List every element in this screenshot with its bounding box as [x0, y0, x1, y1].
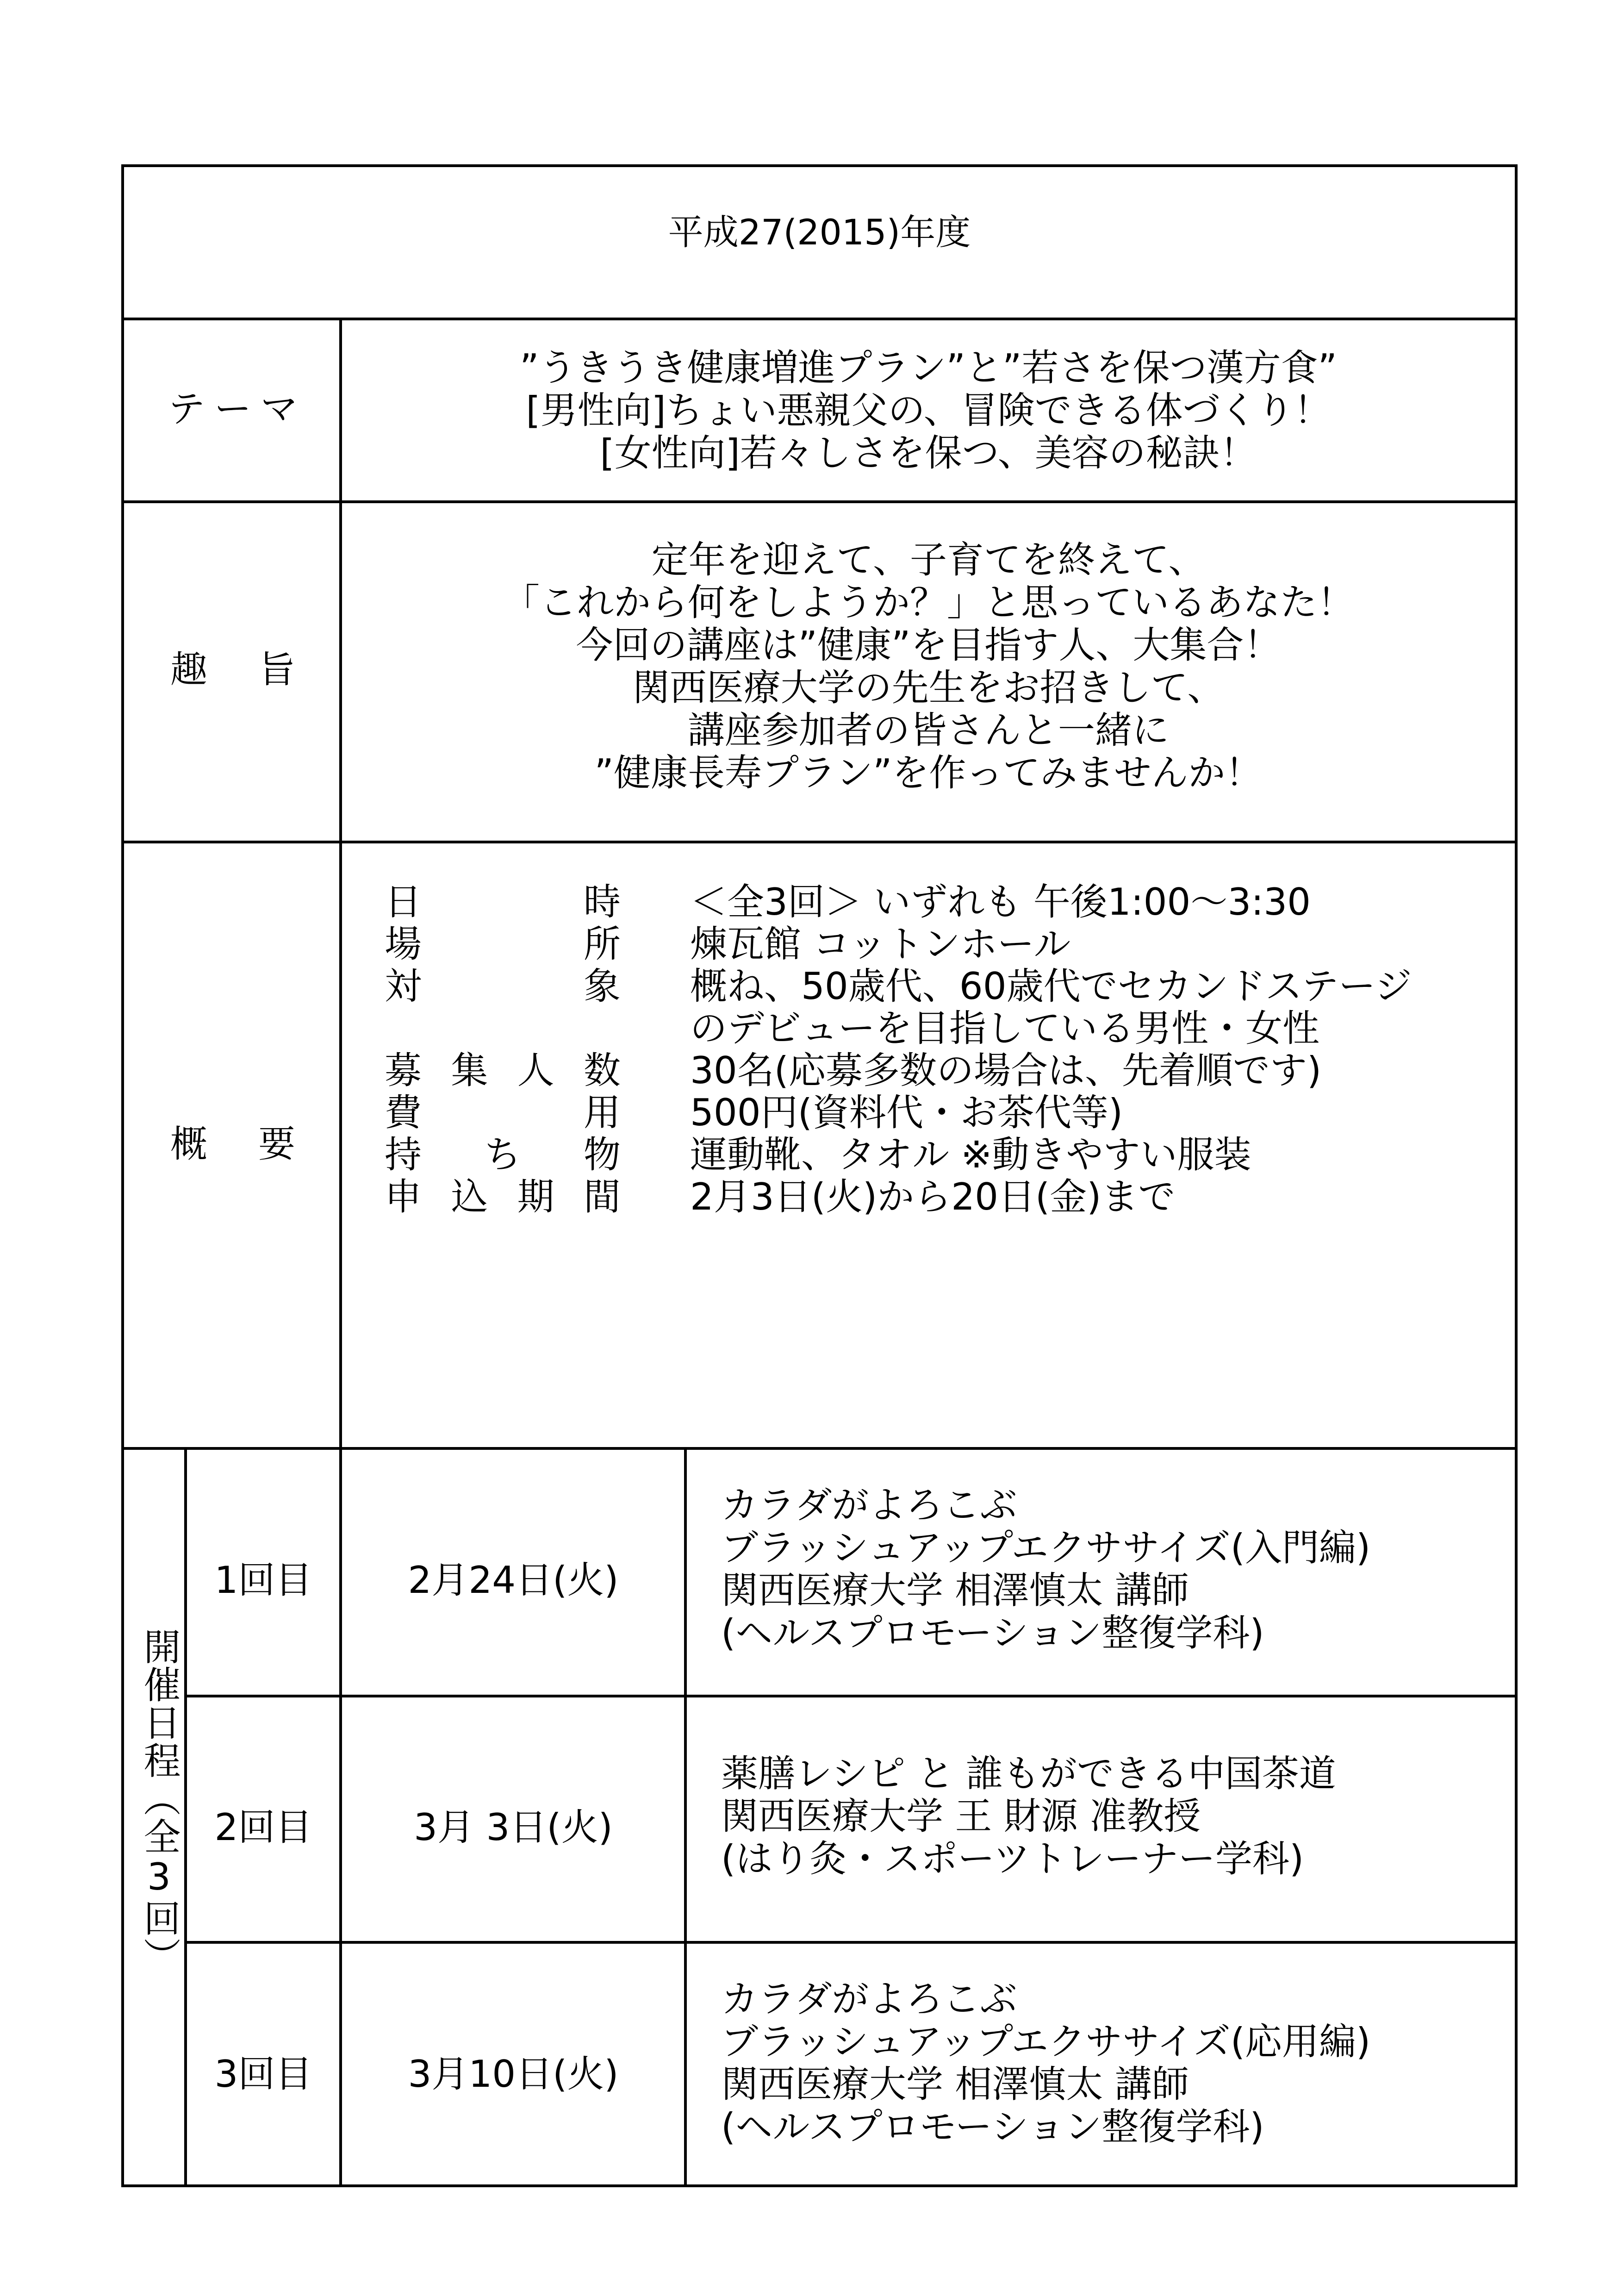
- purpose-label-text: 趣 旨: [170, 648, 295, 691]
- overview-row-capacity: [385, 1049, 1412, 1092]
- overview-row-value: ＜全3回＞ いずれも 午後1:00～3:30: [690, 880, 1311, 923]
- overview-label: [170, 1123, 295, 1166]
- purpose-line: ”健康長寿プラン”を作ってみませんか！: [594, 751, 1263, 794]
- session-line: (ヘルスプロモーション整復学科): [721, 2105, 1264, 2148]
- divider: [124, 1447, 1515, 1450]
- session-date: 3月10日(火): [408, 2053, 619, 2096]
- theme-line: [女性向]若々しさを保つ、美容の秘訣！: [600, 431, 1257, 474]
- session-line: ブラッシュアップエクササイズ(応用編): [721, 2020, 1371, 2063]
- overview-row-value: 概ね、50歳代、60歳代でセカンドステージ: [690, 965, 1412, 1008]
- overview-row-label: 費 用: [385, 1091, 621, 1134]
- overview-row-label: 場 所: [385, 923, 621, 966]
- divider: [124, 841, 1515, 843]
- overview-row-value: 運動靴、タオル ※動きやすい服装: [690, 1133, 1251, 1176]
- program-table: [121, 164, 1518, 2187]
- overview-row-value: 30名(応募多数の場合は、先着順です): [690, 1049, 1322, 1092]
- purpose-line: 今回の講座は”健康”を目指す人、大集合！: [576, 624, 1281, 667]
- session-line: (はり灸・スポーツトレーナー学科): [721, 1837, 1304, 1880]
- divider: [124, 318, 1515, 320]
- session-description: [721, 1753, 1336, 1880]
- session-number: 3回目: [214, 2053, 312, 2096]
- session-line: 関西医療大学 相澤慎太 講師: [721, 1569, 1189, 1612]
- theme-text: [342, 347, 1515, 474]
- overview-row-label: 申 込 期 間: [385, 1175, 621, 1218]
- overview-row-label: 日 時: [385, 880, 621, 923]
- session-description: [721, 1978, 1370, 2148]
- theme-label-text: テ ー マ: [168, 387, 298, 430]
- theme-line: [男性向]ちょい悪親父の、冒険できる体づくり！: [526, 389, 1331, 432]
- overview-row-period: [385, 1176, 1412, 1218]
- overview-row-label: [385, 1007, 621, 1049]
- page-title: 平成27(2015)年度: [668, 212, 971, 253]
- session-line: カラダがよろこぶ: [721, 1978, 1017, 2021]
- overview-list: [385, 881, 1412, 1218]
- purpose-line: 関西医療大学の先生をお招きして、: [632, 666, 1225, 709]
- purpose-line: 講座参加者の皆さんと一緒に: [688, 709, 1169, 752]
- overview-row-place: [385, 923, 1412, 965]
- overview-row-target-cont: [385, 1007, 1412, 1049]
- session-number: 1回目: [214, 1559, 312, 1602]
- session-number: 2回目: [214, 1806, 312, 1849]
- session-line: 関西医療大学 相澤慎太 講師: [721, 2063, 1189, 2106]
- purpose-line: 定年を迎えて、子育てを終えて、: [651, 538, 1206, 581]
- overview-row-fee: [385, 1092, 1412, 1134]
- overview-row-value: のデビューを目指している男性・女性: [690, 1007, 1319, 1050]
- purpose-line: 「これから何をしようか？」と思っているあなた！: [503, 581, 1354, 624]
- schedule-label: 開催日程（全3回）: [137, 1628, 180, 1975]
- overview-label-text: 概 要: [170, 1123, 295, 1166]
- divider: [184, 1941, 1515, 1944]
- theme-line: ”うきうき健康増進プラン”と”若さを保つ漢方食”: [520, 346, 1337, 389]
- session-date: 3月 3日(火): [414, 1806, 613, 1849]
- session-line: ブラッシュアップエクササイズ(入門編): [721, 1526, 1371, 1569]
- overview-row-value: 煉瓦館 コットンホール: [690, 923, 1071, 966]
- overview-row-label: 募 集 人 数: [385, 1049, 621, 1092]
- session-line: 関西医療大学 王 財源 准教授: [721, 1795, 1201, 1838]
- overview-row-items: [385, 1134, 1412, 1176]
- session-line: 薬膳レシピ と 誰もができる中国茶道: [721, 1752, 1336, 1795]
- session-description: [721, 1484, 1370, 1654]
- session-line: カラダがよろこぶ: [721, 1484, 1017, 1527]
- divider: [124, 500, 1515, 503]
- purpose-text: [342, 539, 1515, 794]
- session-line: (ヘルスプロモーション整復学科): [721, 1611, 1264, 1654]
- purpose-label: [170, 649, 295, 691]
- session-date: 2月24日(火): [408, 1559, 619, 1602]
- theme-label: [168, 388, 298, 430]
- overview-row-datetime: [385, 881, 1412, 923]
- overview-row-value: 500円(資料代・お茶代等): [690, 1091, 1123, 1134]
- overview-row-target: [385, 965, 1412, 1007]
- overview-row-value: 2月3日(火)から20日(金)まで: [690, 1175, 1176, 1218]
- overview-row-label: 持 ち 物: [385, 1133, 621, 1176]
- overview-row-label: 対 象: [385, 965, 621, 1008]
- divider: [184, 1695, 1515, 1697]
